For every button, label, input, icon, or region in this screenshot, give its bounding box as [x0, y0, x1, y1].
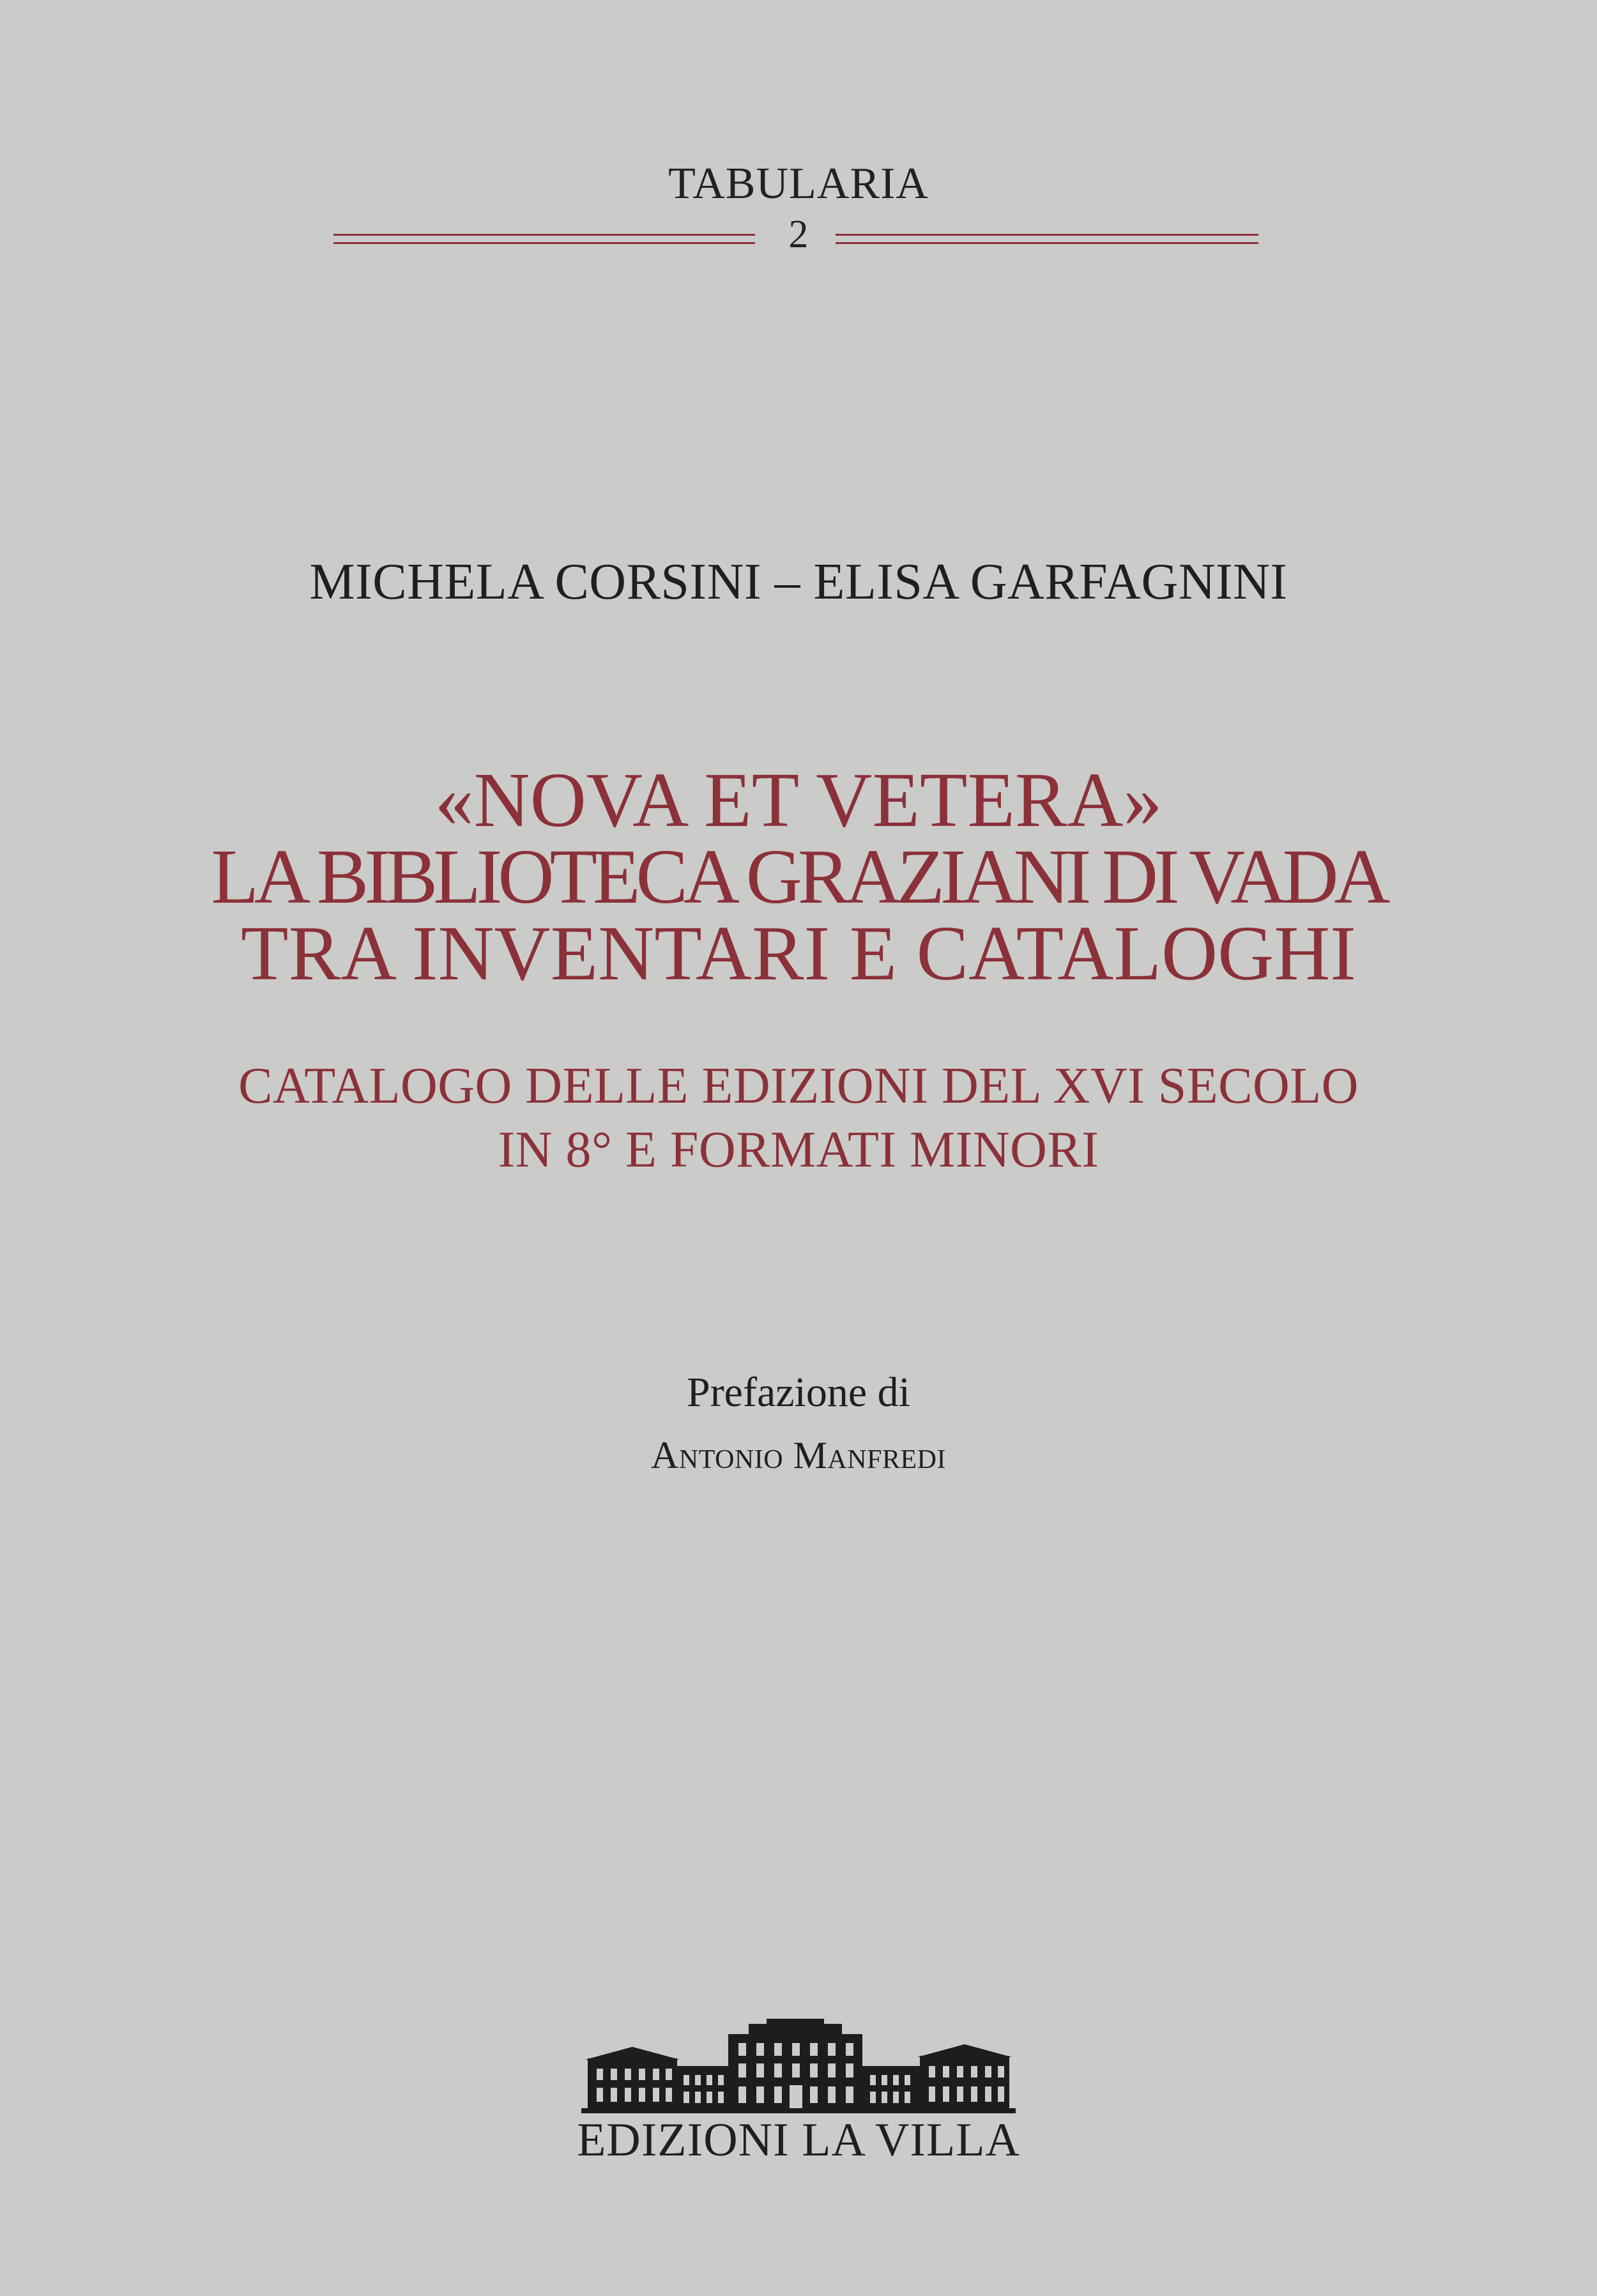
- publisher-name: EDIZIONI LA VILLA: [577, 2114, 1020, 2166]
- series-rule-right: [836, 234, 1258, 244]
- title-line-3: TRA INVENTARI E CATALOGHI: [241, 910, 1356, 997]
- preface-label: Prefazione di: [686, 1369, 910, 1416]
- subtitle-line-2: IN 8° E FORMATI MINORI: [498, 1122, 1099, 1178]
- authors: MICHELA CORSINI – ELISA GARFAGNINI: [309, 554, 1288, 610]
- villa-building-icon: [581, 2019, 1016, 2115]
- series-name: TABULARIA: [668, 159, 929, 208]
- subtitle-line-1: CATALOGO DELLE EDIZIONI DEL XVI SECOLO: [238, 1058, 1359, 1114]
- series-number: 2: [788, 213, 809, 256]
- title-line-2: LA BIBLIOTECA GRAZIANI DI VADA: [211, 834, 1386, 920]
- title-line-1: «NOVA ET VETERA»: [434, 757, 1163, 843]
- preface-author: Antonio Manfredi: [651, 1434, 946, 1476]
